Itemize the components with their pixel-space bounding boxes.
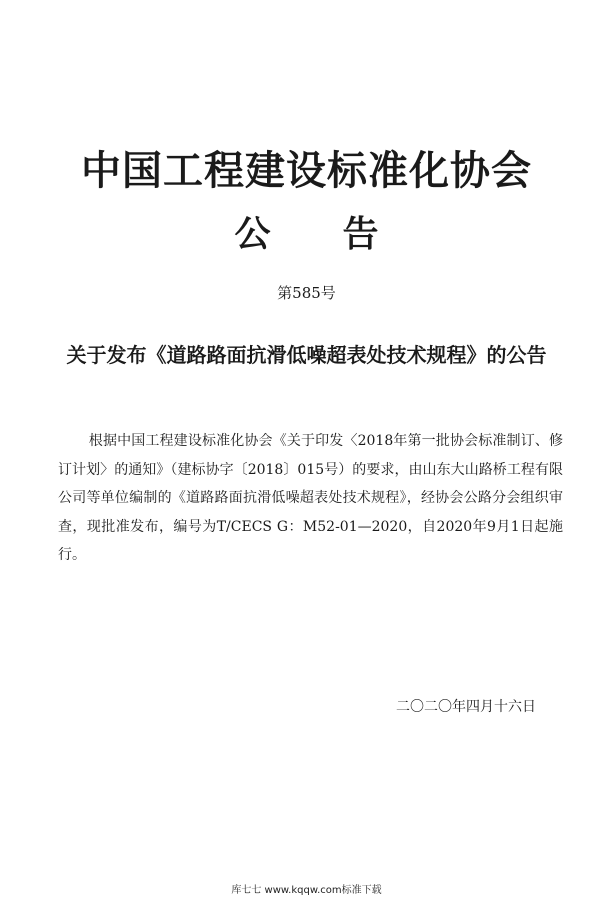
document-type-char-2: 告 bbox=[342, 214, 379, 255]
download-site-footer: 库七七 www.kqqw.com标准下载 bbox=[231, 885, 382, 896]
issue-date: 二〇二〇年四月十六日 bbox=[396, 699, 536, 715]
document-type-char-1: 公 bbox=[234, 214, 271, 255]
announcement-subject: 关于发布《道路路面抗滑低噪超表处技术规程》的公告 bbox=[66, 343, 547, 367]
organization-title: 中国工程建设标准化协会 bbox=[81, 148, 532, 194]
announcement-body: 根据中国工程建设标准化协会《关于印发〈2018年第一批协会标准制订、修订计划〉的通知》（建标协字〔2018〕015号）的要求，由山东大山路桥工程有限公司等单位编制的《道路路面抗滑低噪超表处技术规程》，经协会公路分会组织审查，现批准发布，编号为T/CECS G：M52-01—2020，自2020年9月1日起施行。 bbox=[58, 433, 563, 563]
document-number: 第585号 bbox=[277, 284, 336, 302]
document-type-heading bbox=[0, 212, 613, 258]
